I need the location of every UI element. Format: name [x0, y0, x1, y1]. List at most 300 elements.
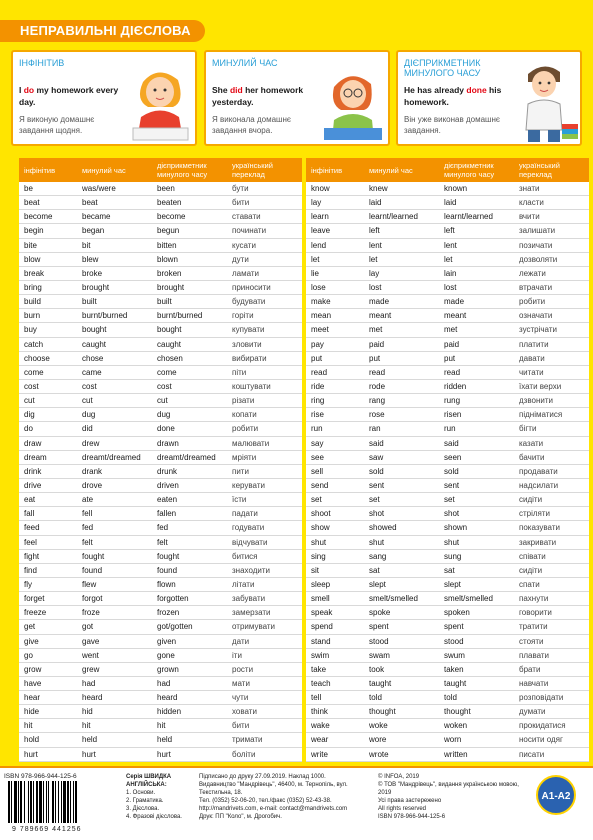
verb-participle: lent [444, 240, 457, 250]
verb-translation: дозволяти [519, 254, 558, 264]
table-row [306, 422, 589, 436]
verb-translation: різати [232, 396, 255, 406]
verb-translation: знаходити [232, 565, 270, 575]
verb-participle: broken [157, 268, 182, 278]
table-row [19, 592, 302, 606]
verb-participle: taken [444, 664, 464, 674]
verb-translation: бігти [519, 424, 537, 434]
table-row [19, 705, 302, 719]
pub-line: http://mandrivets.com, e-mail: contact@mandrivets.com [199, 806, 348, 812]
verb-translation: зустрічати [519, 325, 557, 335]
verb-past: dreamt/dreamed [82, 452, 141, 462]
verb-infinitive: find [24, 565, 37, 575]
verb-translation: давати [519, 353, 545, 363]
verb-translation: їхати верхи [519, 381, 562, 391]
verb-participle: paid [444, 339, 460, 349]
barcode-digits: 9 789669 441256 [12, 826, 82, 833]
verb-translation: дзвонити [519, 396, 553, 406]
verb-participle: had [157, 678, 171, 688]
table-row [306, 620, 589, 634]
table-row [306, 352, 589, 366]
verb-translation: пити [232, 466, 249, 476]
verb-infinitive: drink [24, 466, 42, 476]
verb-past: built [82, 297, 97, 307]
table-row [19, 733, 302, 747]
verb-translation: іти [232, 650, 242, 660]
verb-infinitive: sell [311, 466, 324, 476]
verb-infinitive: get [24, 622, 36, 632]
table-row [306, 719, 589, 733]
verb-past: drank [82, 466, 103, 476]
verb-past: taught [369, 678, 392, 688]
table-row [19, 748, 302, 762]
table-row [306, 323, 589, 337]
table-row [19, 323, 302, 337]
verb-past: knew [369, 184, 388, 193]
verb-infinitive: run [311, 424, 323, 434]
verb-past: grew [82, 664, 100, 674]
verb-translation: навчати [519, 678, 549, 688]
table-row [19, 564, 302, 578]
table-row [306, 239, 589, 253]
verb-translation: тримати [232, 735, 263, 745]
verb-infinitive: take [311, 664, 327, 674]
verb-infinitive: beat [24, 198, 40, 208]
verb-translation: падати [232, 509, 258, 519]
verb-participle: thought [444, 707, 471, 717]
barcode [4, 779, 119, 825]
table-header [19, 158, 302, 182]
verb-infinitive: lend [311, 240, 327, 250]
table-row [306, 748, 589, 762]
verb-past: said [369, 438, 384, 448]
verb-infinitive: come [24, 367, 44, 377]
table-row [19, 224, 302, 238]
verb-past: caught [82, 339, 107, 349]
verb-translation: розповідати [519, 693, 564, 703]
col-past: минулий час [82, 165, 126, 175]
verb-participle: frozen [157, 608, 180, 618]
table-row [306, 663, 589, 677]
verb-translation: годувати [232, 523, 265, 533]
verb-translation: мати [232, 678, 250, 688]
table-row [306, 394, 589, 408]
verb-past: forgot [82, 594, 103, 604]
verb-past: came [82, 367, 102, 377]
table-row [19, 253, 302, 267]
table-row [19, 295, 302, 309]
verb-infinitive: become [24, 212, 53, 222]
card-example-en: She did her homework yesterday. [212, 85, 304, 107]
card-example-ua: Я виконала домашнє завдання вчора. [212, 115, 291, 135]
verb-translation: отримувати [232, 622, 276, 632]
verb-participle: cost [157, 381, 172, 391]
verb-past: showed [369, 523, 397, 533]
verb-translation: носити одяг [519, 735, 563, 745]
verb-infinitive: hold [24, 735, 40, 745]
verb-translation: продавати [519, 466, 558, 476]
footer [0, 766, 593, 840]
verb-past: stood [369, 636, 389, 646]
verb-translation: позичати [519, 240, 553, 250]
series-item: 4. Фразові дієслова. [126, 814, 182, 820]
table-row [306, 521, 589, 535]
verb-participle: become [157, 212, 186, 222]
copyright-info [378, 773, 533, 821]
verb-past: spoke [369, 608, 391, 618]
copyright-line: © ТОВ "Мандрівець", видання українською мовою, 2019 [378, 782, 519, 796]
verb-past: fought [82, 551, 105, 561]
verb-translation: означати [519, 311, 553, 321]
verb-translation: закривати [519, 537, 557, 547]
verb-participle: dug [157, 410, 171, 420]
pub-line: Підписано до друку 27.09.2019. Наклад 1000. [199, 774, 326, 780]
verb-infinitive: lose [311, 282, 326, 292]
table-row [19, 380, 302, 394]
table-row [19, 281, 302, 295]
verb-participle: learnt/learned [444, 212, 493, 222]
table-row [306, 606, 589, 620]
verb-participle: woken [444, 721, 468, 731]
verb-participle: fought [157, 551, 180, 561]
verb-infinitive: meet [311, 325, 329, 335]
verb-participle: met [444, 325, 458, 335]
verb-infinitive: say [311, 438, 324, 448]
verb-participle: seen [444, 452, 462, 462]
verb-infinitive: cut [24, 396, 35, 406]
table-row [306, 479, 589, 493]
verb-past: rang [369, 396, 386, 406]
series-item: 2. Граматика. [126, 798, 164, 804]
verb-past: burnt/burned [82, 311, 128, 321]
col-participle: дієприкметник минулого часу [157, 161, 208, 179]
verb-translation: битися [232, 551, 258, 561]
verb-participle: heard [157, 693, 178, 703]
table-row [19, 196, 302, 210]
table-row [19, 663, 302, 677]
isbn-label: ISBN 978-966-944-125-6 [4, 773, 77, 780]
verb-participle: begun [157, 226, 180, 236]
verb-infinitive: bite [24, 240, 37, 250]
verb-past: wrote [369, 749, 389, 759]
verb-participle: eaten [157, 495, 178, 505]
table-row [19, 606, 302, 620]
verb-past: took [369, 664, 385, 674]
verb-translation: думати [519, 707, 546, 717]
verb-past: held [82, 735, 98, 745]
verb-participle: said [444, 438, 459, 448]
verb-infinitive: know [311, 184, 330, 193]
verb-participle: got/gotten [157, 622, 193, 632]
verb-participle: lain [444, 268, 457, 278]
copyright-line: © INFOA, 2019 [378, 774, 420, 780]
verb-translation: чути [232, 693, 249, 703]
verb-infinitive: sleep [311, 579, 331, 589]
verb-infinitive: dig [24, 410, 35, 420]
verb-participle: sung [444, 551, 462, 561]
verb-infinitive: break [24, 268, 45, 278]
verb-translation: сидіти [519, 495, 543, 505]
verb-translation: приносити [232, 282, 271, 292]
verb-past: was/were [82, 184, 116, 193]
verb-participle: driven [157, 480, 179, 490]
verb-past: hit [82, 721, 91, 731]
table-row [19, 437, 302, 451]
verb-infinitive: eat [24, 495, 36, 505]
verb-participle: beaten [157, 198, 182, 208]
table-row [306, 281, 589, 295]
verb-participle: sold [444, 466, 459, 476]
series-info [126, 773, 196, 821]
verb-translation: починати [232, 226, 267, 236]
verb-translation: платити [519, 339, 549, 349]
verb-translation: сидіти [519, 565, 543, 575]
verb-past: blew [82, 254, 99, 264]
verb-past: sent [369, 480, 385, 490]
verb-participle: bought [157, 325, 182, 335]
verb-infinitive: fly [24, 579, 32, 589]
verb-translation: робити [232, 424, 259, 434]
table-row [19, 239, 302, 253]
girl-writing-illustration [123, 62, 193, 142]
table-row [306, 309, 589, 323]
verb-past: meant [369, 311, 392, 321]
table-row [19, 479, 302, 493]
verb-infinitive: think [311, 707, 328, 717]
verb-past: went [82, 650, 99, 660]
verb-infinitive: feel [24, 537, 37, 547]
verb-infinitive: send [311, 480, 329, 490]
verb-past: cut [82, 396, 93, 406]
verb-past: found [82, 565, 103, 575]
copyright-line: ISBN 978-966-944-125-6 [378, 814, 446, 820]
verb-participle: taught [444, 678, 467, 688]
verb-participle: spoken [444, 608, 470, 618]
verb-past: dug [82, 410, 96, 420]
verb-infinitive: forget [24, 594, 45, 604]
verb-past: sat [369, 565, 380, 575]
verb-infinitive: teach [311, 678, 331, 688]
verb-translation: залишати [519, 226, 556, 236]
verb-translation: ставати [232, 212, 261, 222]
verb-translation: вчити [519, 212, 540, 222]
table-row [306, 465, 589, 479]
publication-info [199, 773, 367, 821]
table-row [19, 536, 302, 550]
page-title: НЕПРАВИЛЬНІ ДІЄСЛОВА [0, 20, 205, 42]
copyright-line: All rights reserved [378, 806, 427, 812]
verb-infinitive: sing [311, 551, 326, 561]
table-row [306, 366, 589, 380]
verb-past: told [369, 693, 382, 703]
verb-infinitive: give [24, 636, 39, 646]
verb-infinitive: bring [24, 282, 42, 292]
verb-translation: говорити [519, 608, 552, 618]
verb-translation: бити [232, 198, 250, 208]
verb-infinitive: dream [24, 452, 47, 462]
verb-past: paid [369, 339, 385, 349]
series-item: 1. Основи. [126, 790, 156, 796]
verb-translation: будувати [232, 297, 266, 307]
table-row [306, 338, 589, 352]
card-example-ua: Я виконую домашнє завдання щодня. [19, 115, 95, 135]
verb-infinitive: wake [311, 721, 330, 731]
verb-participle: chosen [157, 353, 183, 363]
verb-infinitive: freeze [24, 608, 47, 618]
verbs-table-left [19, 158, 302, 762]
table-row [306, 380, 589, 394]
table-row [19, 507, 302, 521]
table-row [306, 182, 589, 196]
table-row [19, 691, 302, 705]
girl-studying-illustration [316, 62, 386, 142]
verb-past: flew [82, 579, 97, 589]
col-infinitive: інфінітив [311, 165, 343, 175]
verb-translation: керувати [232, 480, 265, 490]
verb-participle: shown [444, 523, 468, 533]
pub-line: Тел. (0352) 52-06-20, тел./факс (0352) 52-43-38. [199, 798, 332, 804]
verb-participle: forgotten [157, 594, 189, 604]
verb-translation: кусати [232, 240, 256, 250]
verb-past: froze [82, 608, 100, 618]
table-row [19, 394, 302, 408]
verb-past: chose [82, 353, 104, 363]
verb-infinitive: grow [24, 664, 42, 674]
verb-infinitive: wear [311, 735, 329, 745]
verb-translation: втрачати [519, 282, 553, 292]
verb-infinitive: show [311, 523, 330, 533]
table-row [306, 536, 589, 550]
verb-infinitive: write [311, 749, 328, 759]
level-badge: A1-A2 [536, 775, 576, 815]
table-row [19, 635, 302, 649]
verb-past: sang [369, 551, 387, 561]
verb-past: hurt [82, 749, 96, 759]
verb-infinitive: do [24, 424, 33, 434]
table-row [19, 451, 302, 465]
verb-participle: built [157, 297, 172, 307]
verb-translation: показувати [519, 523, 560, 533]
verb-translation: коштувати [232, 381, 271, 391]
verb-participle: dreamt/dreamed [157, 452, 216, 462]
pub-line: Друк: ПП "Коло", м. Дрогобич. [199, 814, 282, 820]
verb-infinitive: have [24, 678, 42, 688]
verb-participle: found [157, 565, 178, 575]
verb-participle: hurt [157, 749, 171, 759]
copyright-line: Усі права застережено [378, 798, 442, 804]
verb-infinitive: spend [311, 622, 333, 632]
verb-translation: бачити [519, 452, 545, 462]
verb-infinitive: make [311, 297, 331, 307]
verb-participle: run [444, 424, 456, 434]
verb-infinitive: burn [24, 311, 41, 321]
verb-past: learnt/learned [369, 212, 418, 222]
verb-past: put [369, 353, 381, 363]
verb-participle: brought [157, 282, 185, 292]
col-infinitive: інфінітив [24, 165, 56, 175]
verb-infinitive: fight [24, 551, 40, 561]
verb-past: drove [82, 480, 103, 490]
verb-participle: been [157, 184, 175, 193]
verb-participle: drunk [157, 466, 178, 476]
verb-past: smelt/smelled [369, 594, 418, 604]
verb-past: broke [82, 268, 103, 278]
card-example-en: He has already done his homework. [404, 85, 502, 107]
verb-participle: laid [444, 198, 457, 208]
verb-infinitive: fall [24, 509, 35, 519]
table-row [306, 224, 589, 238]
verb-participle: burnt/burned [157, 311, 203, 321]
verb-translation: бути [232, 184, 249, 193]
verb-participle: written [444, 749, 468, 759]
verb-participle: told [444, 693, 457, 703]
verb-infinitive: swim [311, 650, 330, 660]
verb-past: woke [369, 721, 388, 731]
verb-past: ran [369, 424, 381, 434]
table-row [306, 493, 589, 507]
table-row [306, 507, 589, 521]
verb-infinitive: cost [24, 381, 39, 391]
table-row [306, 210, 589, 224]
verb-translation: відчувати [232, 537, 268, 547]
verb-translation: дати [232, 636, 250, 646]
verb-translation: дути [232, 254, 249, 264]
verb-infinitive: drive [24, 480, 42, 490]
verb-participle: stood [444, 636, 464, 646]
verb-past: lost [369, 282, 382, 292]
verb-translation: ламати [232, 268, 260, 278]
verb-translation: пахнути [519, 594, 549, 604]
verb-translation: вибирати [232, 353, 267, 363]
card-example-ua: Він уже виконав домашнє завдання. [404, 115, 500, 135]
verb-translation: їсти [232, 495, 247, 505]
verb-translation: спати [519, 579, 540, 589]
verb-past: drew [82, 438, 100, 448]
verb-past: left [369, 226, 380, 236]
verb-past: shot [369, 509, 385, 519]
table-row [19, 719, 302, 733]
verb-participle: slept [444, 579, 461, 589]
card-example-en: I do my homework every day. [19, 85, 119, 107]
verb-participle: caught [157, 339, 182, 349]
verb-past: began [82, 226, 105, 236]
card-heading: ДІЄПРИКМЕТНИК МИНУЛОГО ЧАСУ [404, 58, 481, 78]
verbs-table-right [306, 158, 589, 762]
verb-infinitive: mean [311, 311, 332, 321]
table-row [306, 705, 589, 719]
verb-past: spent [369, 622, 389, 632]
verb-translation: купувати [232, 325, 265, 335]
table-row [306, 408, 589, 422]
card-heading: ІНФІНІТИВ [19, 58, 65, 68]
verb-translation: зловити [232, 339, 262, 349]
verb-translation: стріляти [519, 509, 551, 519]
verb-participle: flown [157, 579, 176, 589]
table-row [19, 649, 302, 663]
table-row [306, 578, 589, 592]
table-row [19, 338, 302, 352]
verb-participle: done [157, 424, 175, 434]
verb-infinitive: go [24, 650, 33, 660]
verb-participle: shut [444, 537, 460, 547]
verb-infinitive: lie [311, 268, 320, 278]
table-header [306, 158, 589, 182]
verb-translation: підніматися [519, 410, 563, 420]
verb-past: laid [369, 198, 382, 208]
verb-participle: put [444, 353, 456, 363]
table-row [306, 691, 589, 705]
table-row [19, 550, 302, 564]
